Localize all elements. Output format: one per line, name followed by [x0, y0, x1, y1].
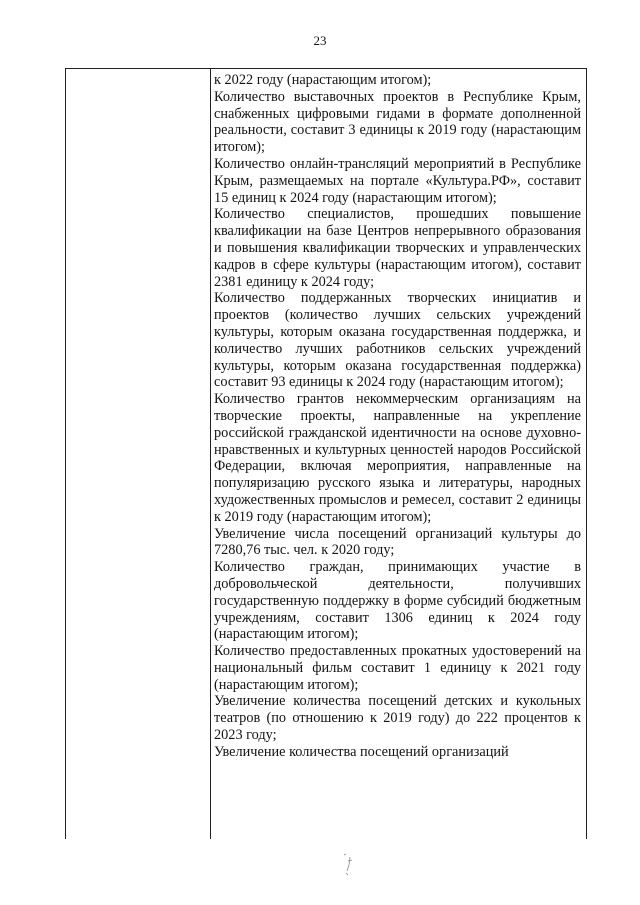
paragraph-5: Количество поддержанных творческих инициатив и проектов (количество лучших сельских учреждений культуры, которым оказана государственная поддержка, и количество лучших работников сельских учреждений культуры, которым оказана государственная поддержка) составит 93 единицы к 2024 году (нарастающим итогом);: [214, 290, 581, 391]
paragraph-11: Увеличение количества посещений организаций: [214, 743, 509, 760]
table-left-cell: [66, 69, 211, 839]
page-number: 23: [313, 33, 327, 48]
paragraph-7: Увеличение числа посещений организаций культуры до 7280,76 тыс. чел. к 2020 году;: [214, 525, 581, 559]
paragraph-4: Количество специалистов, прошедших повышение квалификации на базе Центров непрерывного образования и повышения квалификации творческих и управленческих кадров в сфере культуры (нарастающим итогом), составит 2381 единицу к 2024 году;: [214, 206, 581, 290]
paragraph-8: Количество граждан, принимающих участие в добровольческой деятельности, получивших государственную поддержку в форме субсидий бюджетным учреждениям, составит 1306 единиц к 2024 году (нарастающим итогом);: [214, 559, 581, 643]
document-table: [65, 68, 587, 839]
paragraph-9: Количество предоставленных прокатных удостоверений на национальный фильм составит 1 единицу к 2021 году (нарастающим итогом);: [214, 643, 581, 693]
paragraph-10: Увеличение количества посещений детских и кукольных театров (по отношению к 2019 году) до 222 процентов к 2023 году;: [214, 693, 581, 744]
paragraph-2: Количество выставочных проектов в Республике Крым, снабженных цифровыми гидами в формате дополненной реальности, составит 3 единицы к 2019 году (нарастающим итогом);: [214, 88, 581, 156]
paragraph-1: к 2022 году (нарастающим итогом);: [214, 72, 432, 88]
paragraph-6: Количество грантов некоммерческим организациям на творческие проекты, направленные на укрепление российской гражданской идентичности на основе духовно-нравственных и культурных ценностей народов Российской Федерации, включая мероприятия, направленные на популяризацию русского языка и литературы, народных художественных промыслов и ремесел, составит 2 единицы к 2019 году (нарастающим итогом);: [214, 391, 581, 525]
table-right-cell: [211, 69, 586, 839]
paragraph-3: Количество онлайн-трансляций мероприятий в Республике Крым, размещаемых на портале «Культура.РФ», составит 15 единиц к 2024 году (нарастающим итогом);: [214, 155, 581, 206]
scan-artifact-mark: [338, 851, 362, 877]
